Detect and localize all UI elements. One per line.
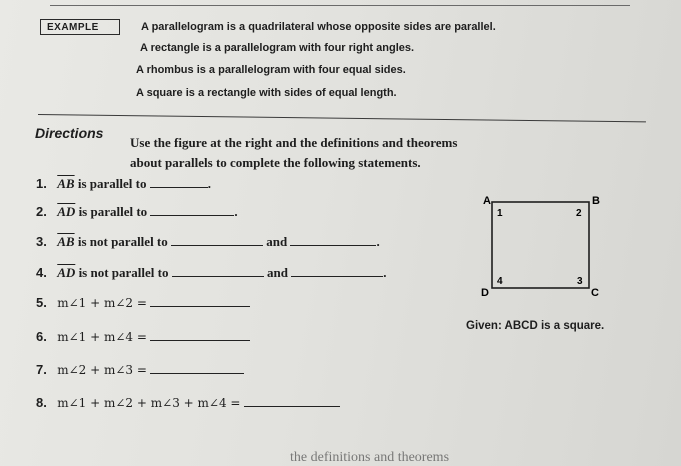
statement-number: 2. [36, 204, 47, 219]
period: . [383, 265, 387, 280]
vertex-b: B [592, 195, 600, 207]
answer-blank[interactable] [150, 176, 208, 188]
statement-number: 7. [36, 362, 47, 377]
directions-label: Directions [35, 125, 104, 141]
statement-1 [36, 176, 211, 192]
segment-label: $\overline{AB}$ [57, 234, 75, 249]
answer-blank[interactable] [290, 234, 376, 246]
angle-expression: m∠2 + m∠3 = [57, 363, 147, 377]
period: . [376, 234, 380, 249]
answer-blank[interactable] [291, 265, 383, 277]
angle-expression: m∠1 + m∠2 = [57, 296, 147, 310]
statement-2 [36, 204, 238, 220]
square-abcd [492, 202, 589, 288]
statement-number: 1. [36, 176, 47, 191]
directions-line-2: about parallels to complete the following statements. [130, 155, 421, 170]
definition-rectangle: A rectangle is a parallelogram with four right angles. [140, 42, 415, 54]
statement-number: 5. [36, 295, 47, 310]
statement-8 [36, 395, 340, 411]
answer-blank[interactable] [150, 295, 250, 307]
angle-4-label: 4 [497, 276, 503, 287]
statement-text: is parallel to [77, 176, 147, 191]
definition-square: A square is a rectangle with sides of equal length. [136, 87, 397, 99]
answer-blank[interactable] [150, 204, 234, 216]
directions-line-1: Use the figure at the right and the definitions and theorems [130, 135, 458, 150]
angle-expression: m∠1 + m∠4 = [57, 330, 147, 344]
statement-6 [36, 329, 250, 345]
angle-3-label: 3 [577, 276, 583, 287]
angle-expression: m∠1 + m∠2 + m∠3 + m∠4 = [57, 396, 241, 410]
top-rule [50, 5, 630, 6]
statement-4 [36, 265, 386, 281]
definition-rhombus: A rhombus is a parallelogram with four equal sides. [136, 64, 406, 76]
angle-2-label: 2 [576, 208, 582, 219]
segment-label: $\overline{AD}$ [57, 265, 76, 280]
angle-1-label: 1 [497, 208, 503, 219]
statement-text: is not parallel to [78, 265, 169, 280]
statement-number: 8. [36, 395, 47, 410]
answer-blank[interactable] [150, 362, 244, 374]
statement-number: 6. [36, 329, 47, 344]
period: . [234, 204, 238, 219]
middle-rule [38, 114, 646, 122]
answer-blank[interactable] [171, 234, 263, 246]
vertex-a: A [483, 195, 491, 207]
example-label: EXAMPLE [40, 19, 120, 35]
vertex-d: D [481, 287, 489, 299]
statement-3 [36, 234, 380, 250]
and-text: and [266, 265, 288, 280]
definition-parallelogram: A parallelogram is a quadrilateral whose opposite sides are parallel. [141, 21, 496, 33]
segment-label: $\overline{AB}$ [57, 176, 75, 191]
and-text: and [266, 234, 288, 249]
square-figure [478, 193, 618, 303]
segment-label: $\overline{AD}$ [57, 204, 76, 219]
statement-number: 3. [36, 234, 47, 249]
statement-5 [36, 295, 250, 311]
answer-blank[interactable] [172, 265, 264, 277]
answer-blank[interactable] [244, 395, 340, 407]
cut-off-footer-text: the definitions and theorems [290, 450, 450, 465]
period: . [207, 176, 211, 191]
statement-text: is not parallel to [77, 234, 168, 249]
vertex-c: C [591, 287, 599, 299]
statement-7 [36, 362, 244, 378]
statement-number: 4. [36, 265, 47, 280]
given-statement: Given: ABCD is a square. [466, 320, 605, 332]
answer-blank[interactable] [150, 329, 250, 341]
statement-text: is parallel to [78, 204, 148, 219]
